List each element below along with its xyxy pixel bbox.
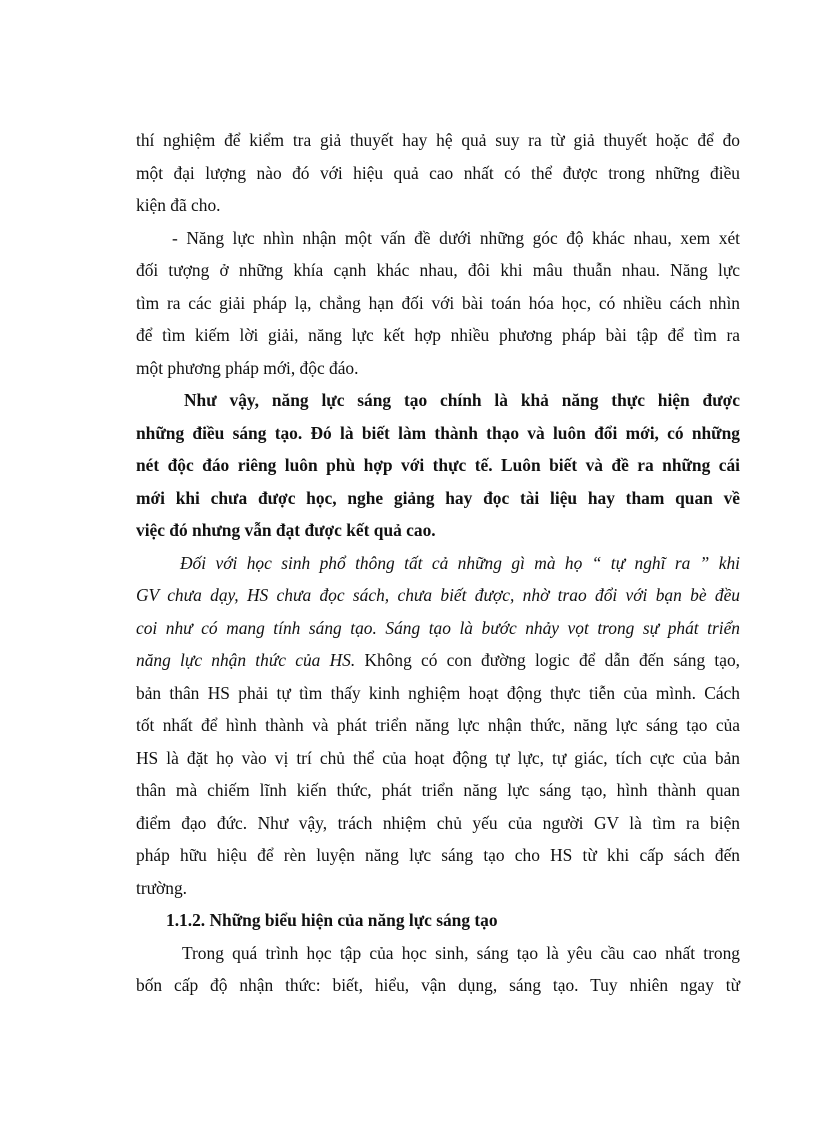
text-line: Đối với học sinh phổ thông tất cả những gì mà họ “ tự nghĩ ra ” khi [180,552,740,573]
text-line: mới khi chưa được học, nghe giảng hay đọc tài liệu hay tham quan về [136,487,740,508]
text-line: nét độc đáo riêng luôn phù hợp với thực tế. Luôn biết và đề ra những cái [136,455,740,475]
text-line: kiện đã cho. [136,195,221,215]
text-line: điểm đạo đức. Như vậy, trách nhiệm chủ yếu của người GV là tìm ra biện [136,812,740,833]
paragraph-students [136,547,740,905]
paragraph-experiment [136,124,740,222]
section-heading [136,904,740,937]
text-line: tốt nhất để hình thành và phát triển năng lực nhận thức, năng lực sáng tạo của [136,715,740,735]
text-line: tìm ra các giải pháp lạ, chẳng hạn đối với bài toán hóa học, có nhiều cách nhìn [136,292,740,313]
heading-text: 1.1.2. Những biểu hiện của năng lực sáng tạo [166,910,498,930]
text-line: - Năng lực nhìn nhận một vấn đề dưới những góc độ khác nhau, xem xét [172,227,740,248]
text-line: Như vậy, năng lực sáng tạo chính là khả năng thực hiện được [184,390,740,410]
text-line: thân mà chiếm lĩnh kiến thức, phát triển năng lực sáng tạo, hình thành quan [136,780,740,800]
text-line: đối tượng ở những khía cạnh khác nhau, đôi khi mâu thuẫn nhau. Năng lực [136,260,740,280]
text-line: những điều sáng tạo. Đó là biết làm thành thạo và luôn đổi mới, có những [136,422,740,443]
document-page [136,124,740,1002]
text-line: thí nghiệm để kiểm tra giả thuyết hay hệ quả suy ra từ giả thuyết hoặc để đo [136,130,740,150]
text-line: Trong quá trình học tập của học sinh, sáng tạo là yêu cầu cao nhất trong [182,942,740,963]
paragraph-definition-bold [136,384,740,547]
text-line: một phương pháp mới, độc đáo. [136,357,359,378]
text-line: GV chưa dạy, HS chưa đọc sách, chưa biết được, nhờ trao đổi với bạn bè đều [136,585,740,605]
text-line: trường. [136,877,187,898]
paragraph-perspective [136,222,740,385]
text-line: pháp hữu hiệu để rèn luyện năng lực sáng tạo cho HS từ khi cấp sách đến [136,845,740,865]
text-line: một đại lượng nào đó với hiệu quả cao nhất có thể được trong những điều [136,162,740,183]
text-line: để tìm kiếm lời giải, năng lực kết hợp nhiều phương pháp bài tập để tìm ra [136,325,740,345]
text-line: bốn cấp độ nhận thức: biết, hiểu, vận dụng, sáng tạo. Tuy nhiên ngay từ [136,975,740,995]
text-line: coi như có mang tính sáng tạo. Sáng tạo là bước nhảy vọt trong sự phát triển [136,617,740,638]
text-line: việc đó nhưng vẫn đạt được kết quả cao. [136,520,436,540]
text-line: bản thân HS phải tự tìm thấy kinh nghiệm hoạt động thực tiễn của mình. Cách [136,682,740,703]
text-line-mixed [136,644,740,677]
text-line: HS là đặt họ vào vị trí chủ thể của hoạt động tự lực, tự giác, tích cực của bản [136,747,740,768]
italic-fragment: năng lực nhận thức của HS. [136,650,356,670]
paragraph-learning [136,937,740,1002]
text-fragment: Không có con đường logic để dẫn đến sáng tạo, [355,650,740,670]
